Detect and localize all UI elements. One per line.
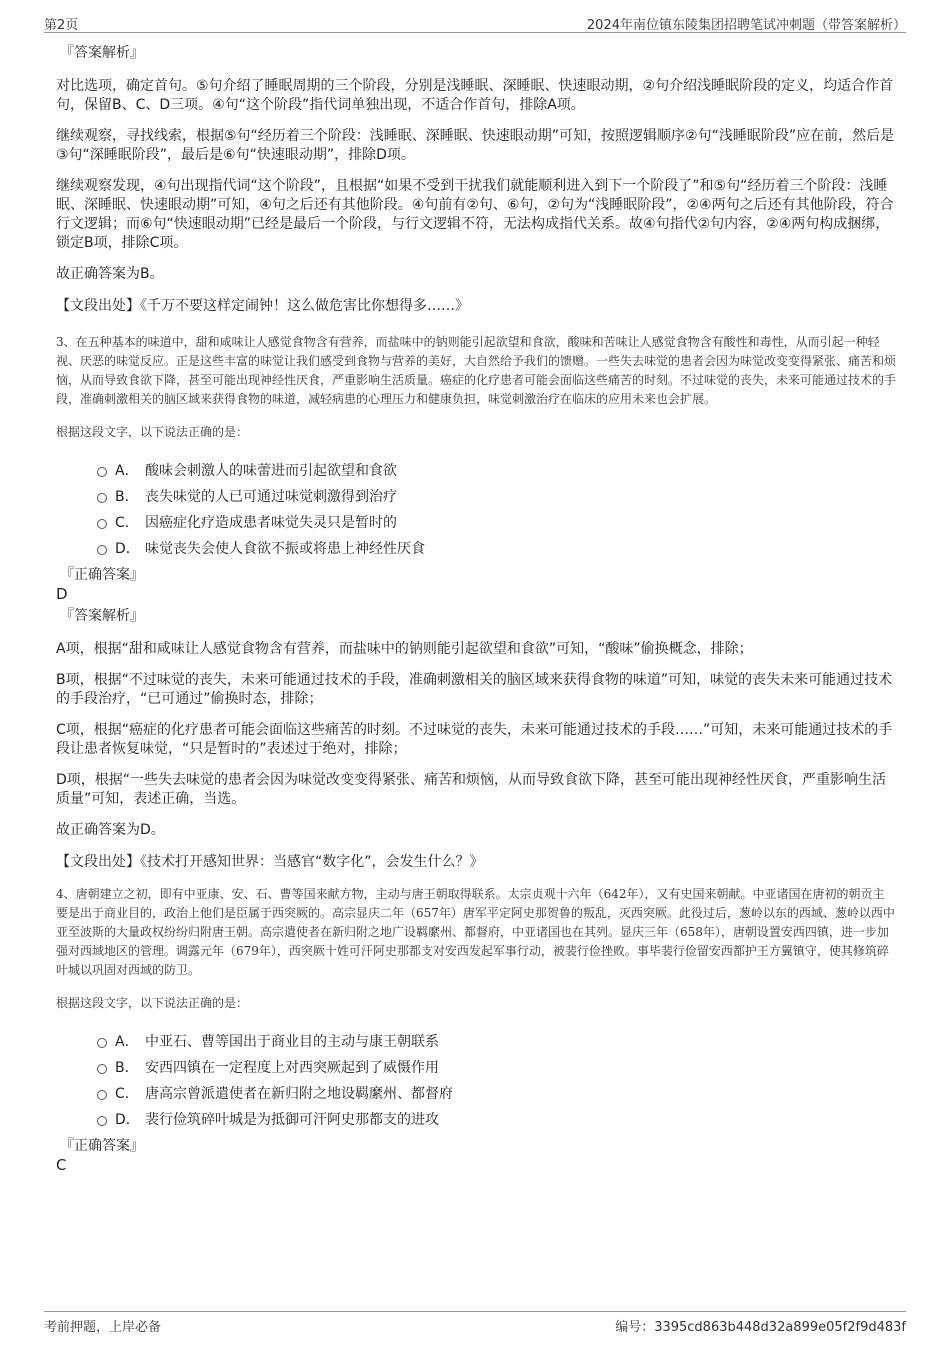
radio-icon[interactable] — [97, 467, 107, 477]
q4-option-a[interactable] — [56, 1029, 896, 1055]
option-letter: B． — [115, 489, 139, 505]
page-number: 第2页 — [44, 18, 79, 33]
q3-analysis-a: A项，根据“甜和咸味让人感觉食物含有营养，而盐味中的钠则能引起欲望和食欲”可知，“酸味”偷换概念，排除； — [56, 641, 753, 657]
q3-analysis-b: B项，根据“不过味觉的丧失，未来可能通过技术的手段，准确刺激相关的脑区域来获得食物的味道”可知，味觉的丧失未来可能通过技术的手段治疗，“已可通过”偷换时态，排除； — [56, 672, 893, 707]
q3-option-a[interactable] — [56, 458, 896, 484]
footer-slogan: 考前押题，上岸必备 — [44, 1320, 162, 1335]
q2-analysis-paragraph-1: 对比选项，确定首句。⑤句介绍了睡眠周期的三个阶段，分别是浅睡眠、深睡眠、快速眼动期，②句介绍浅睡眠阶段的定义，均适合作首句，保留B、C、D三项。④句“这个阶段”指代词单独出现，不适合作首句，排除A项。 — [56, 78, 894, 113]
q2-analysis-title: 『答案解析』 — [60, 45, 144, 61]
option-letter: B． — [115, 1060, 139, 1076]
document-title: 2024年南位镇东陵集团招聘笔试冲刺题（带答案解析） — [586, 18, 906, 33]
q2-conclusion: 故正确答案为B。 — [56, 266, 164, 282]
q3-analysis-title: 『答案解析』 — [60, 608, 144, 624]
option-letter: A． — [115, 1034, 139, 1050]
q3-passage: 3、在五种基本的味道中，甜和咸味让人感觉食物含有营养，而盐味中的钠则能引起欲望和食欲，酸味和苦味让人感觉食物含有酸性和毒性，从而引起一种轻视、厌恶的味觉反应。正是这些丰富的味觉让我们感受到食物与营养的美好，大自然给予我们的馈赠。一些失去味觉的患者会因为味觉改变变得紧张、痛苦和烦恼，从而导致食欲下降，甚至可能出现神经性厌食，严重影响生活质量。癌症的化疗患者可能会面临这些痛苦的时刻。不过味觉的丧失，未来可能通过技术的手段，准确刺激相关的脑区域来获得食物的味道，减轻病患的心理压力和健康负担，味觉刺激治疗在临床的应用未来也会扩展。 — [56, 335, 897, 406]
radio-icon[interactable] — [97, 1038, 107, 1048]
q3-analysis-c: C项，根据“癌症的化疗患者可能会面临这些痛苦的时刻。不过味觉的丧失，未来可能通过技术的手段……”可知，未来可能通过技术的手段让患者恢复味觉，“只是暂时的”表述过于绝对，排除； — [56, 722, 893, 757]
q3-answer-title: 『正确答案』 — [60, 567, 144, 583]
radio-icon[interactable] — [97, 1090, 107, 1100]
radio-icon[interactable] — [97, 493, 107, 503]
option-text: 酸味会刺激人的味蕾进而引起欲望和食欲 — [145, 463, 397, 479]
q3-option-b[interactable] — [56, 484, 896, 510]
q3-option-c[interactable] — [56, 510, 896, 536]
option-letter: D． — [115, 1112, 140, 1128]
option-text: 丧失味觉的人已可通过味觉刺激得到治疗 — [145, 489, 397, 505]
q2-source: 【文段出处】《千万不要这样定闹钟！这么做危害比你想得多……》 — [56, 298, 469, 314]
radio-icon[interactable] — [97, 519, 107, 529]
document-id: 编号：3395cd863b448d32a899e05f2f9d483f — [615, 1320, 906, 1335]
q4-prompt: 根据这段文字，以下说法正确的是： — [56, 996, 249, 1010]
q4-option-c[interactable] — [56, 1081, 896, 1107]
option-letter: A． — [115, 463, 139, 479]
page-header — [44, 12, 906, 33]
option-text: 唐高宗曾派遣使者在新归附之地设羁縻州、都督府 — [145, 1086, 453, 1102]
option-letter: C． — [115, 1086, 139, 1102]
q4-answer: C — [56, 1156, 67, 1174]
q3-options — [56, 458, 896, 562]
radio-icon[interactable] — [97, 1064, 107, 1074]
option-text: 味觉丧失会使人食欲不振或将患上神经性厌食 — [145, 541, 425, 557]
q4-options — [56, 1029, 896, 1133]
q4-passage: 4、唐朝建立之初，即有中亚康、安、石、曹等国来献方物，主动与唐王朝取得联系。太宗贞观十六年（642年），又有史国来朝献。中亚诸国在唐初的朝贡主要是出于商业目的，政治上他们是臣属于西突厥的。高宗显庆二年（657年）唐军平定阿史那贺鲁的叛乱，灭西突厥。此役过后，葱岭以东的西域、葱岭以西中亚至波斯的大量政权纷纷归附唐王朝。高宗遣使者在新归附之地广设羁縻州、都督府，中亚诸国也在其列。显庆三年（658年），唐朝设置安西四镇，进一步加强对西域地区的管理。调露元年（679年），西突厥十姓可汗阿史那都支对安西发起军事行动，被裴行俭挫败。事毕裴行俭留安西都护王方翼镇守，使其修筑碎叶城以巩固对西域的防卫。 — [56, 887, 895, 977]
q2-analysis-paragraph-2: 继续观察，寻找线索，根据⑤句“经历着三个阶段：浅睡眠、深睡眠、快速眼动期”可知，按照逻辑顺序②句“浅睡眠阶段”应在前，然后是③句“深睡眠阶段”，最后是⑥句“快速眼动期”，排除D项。 — [56, 128, 895, 163]
option-text: 裴行俭筑碎叶城是为抵御可汗阿史那都支的进攻 — [145, 1112, 439, 1128]
option-letter: D． — [115, 541, 140, 557]
q2-analysis-paragraph-3: 继续观察发现，④句出现指代词“这个阶段”，且根据“如果不受到干扰我们就能顺利进入到下一个阶段了”和⑤句“经历着三个阶段：浅睡眠、深睡眠、快速眼动期”可知，④句之后还有其他阶段。④句前有②句、⑥句，②句为“浅睡眠阶段”，②④两句之后还有其他阶段，符合行文逻辑；而⑥句“快速眼动期”已经是最后一个阶段，与行文逻辑不符，无法构成指代关系。故④句指代②句内容，②④两句构成捆绑，锁定B项，排除C项。 — [56, 178, 894, 251]
option-text: 安西四镇在一定程度上对西突厥起到了威慑作用 — [145, 1060, 439, 1076]
q4-answer-title: 『正确答案』 — [60, 1138, 144, 1154]
radio-icon[interactable] — [97, 1116, 107, 1126]
q3-conclusion: 故正确答案为D。 — [56, 822, 165, 838]
q3-analysis-d: D项，根据“一些失去味觉的患者会因为味觉改变变得紧张、痛苦和烦恼，从而导致食欲下降，甚至可能出现神经性厌食，严重影响生活质量”可知，表述正确，当选。 — [56, 772, 887, 807]
q4-option-b[interactable] — [56, 1055, 896, 1081]
radio-icon[interactable] — [97, 545, 107, 555]
page-footer — [44, 1311, 906, 1334]
q3-option-d[interactable] — [56, 536, 896, 562]
q4-option-d[interactable] — [56, 1107, 896, 1133]
option-text: 中亚石、曹等国出于商业目的主动与康王朝联系 — [145, 1034, 439, 1050]
option-letter: C． — [115, 515, 139, 531]
page-content — [56, 44, 896, 1175]
q3-source: 【文段出处】《技术打开感知世界：当感官“数字化”，会发生什么？》 — [56, 854, 484, 870]
q3-answer: D — [56, 585, 68, 603]
option-text: 因癌症化疗造成患者味觉失灵只是暂时的 — [145, 515, 397, 531]
q3-prompt: 根据这段文字，以下说法正确的是： — [56, 425, 249, 439]
